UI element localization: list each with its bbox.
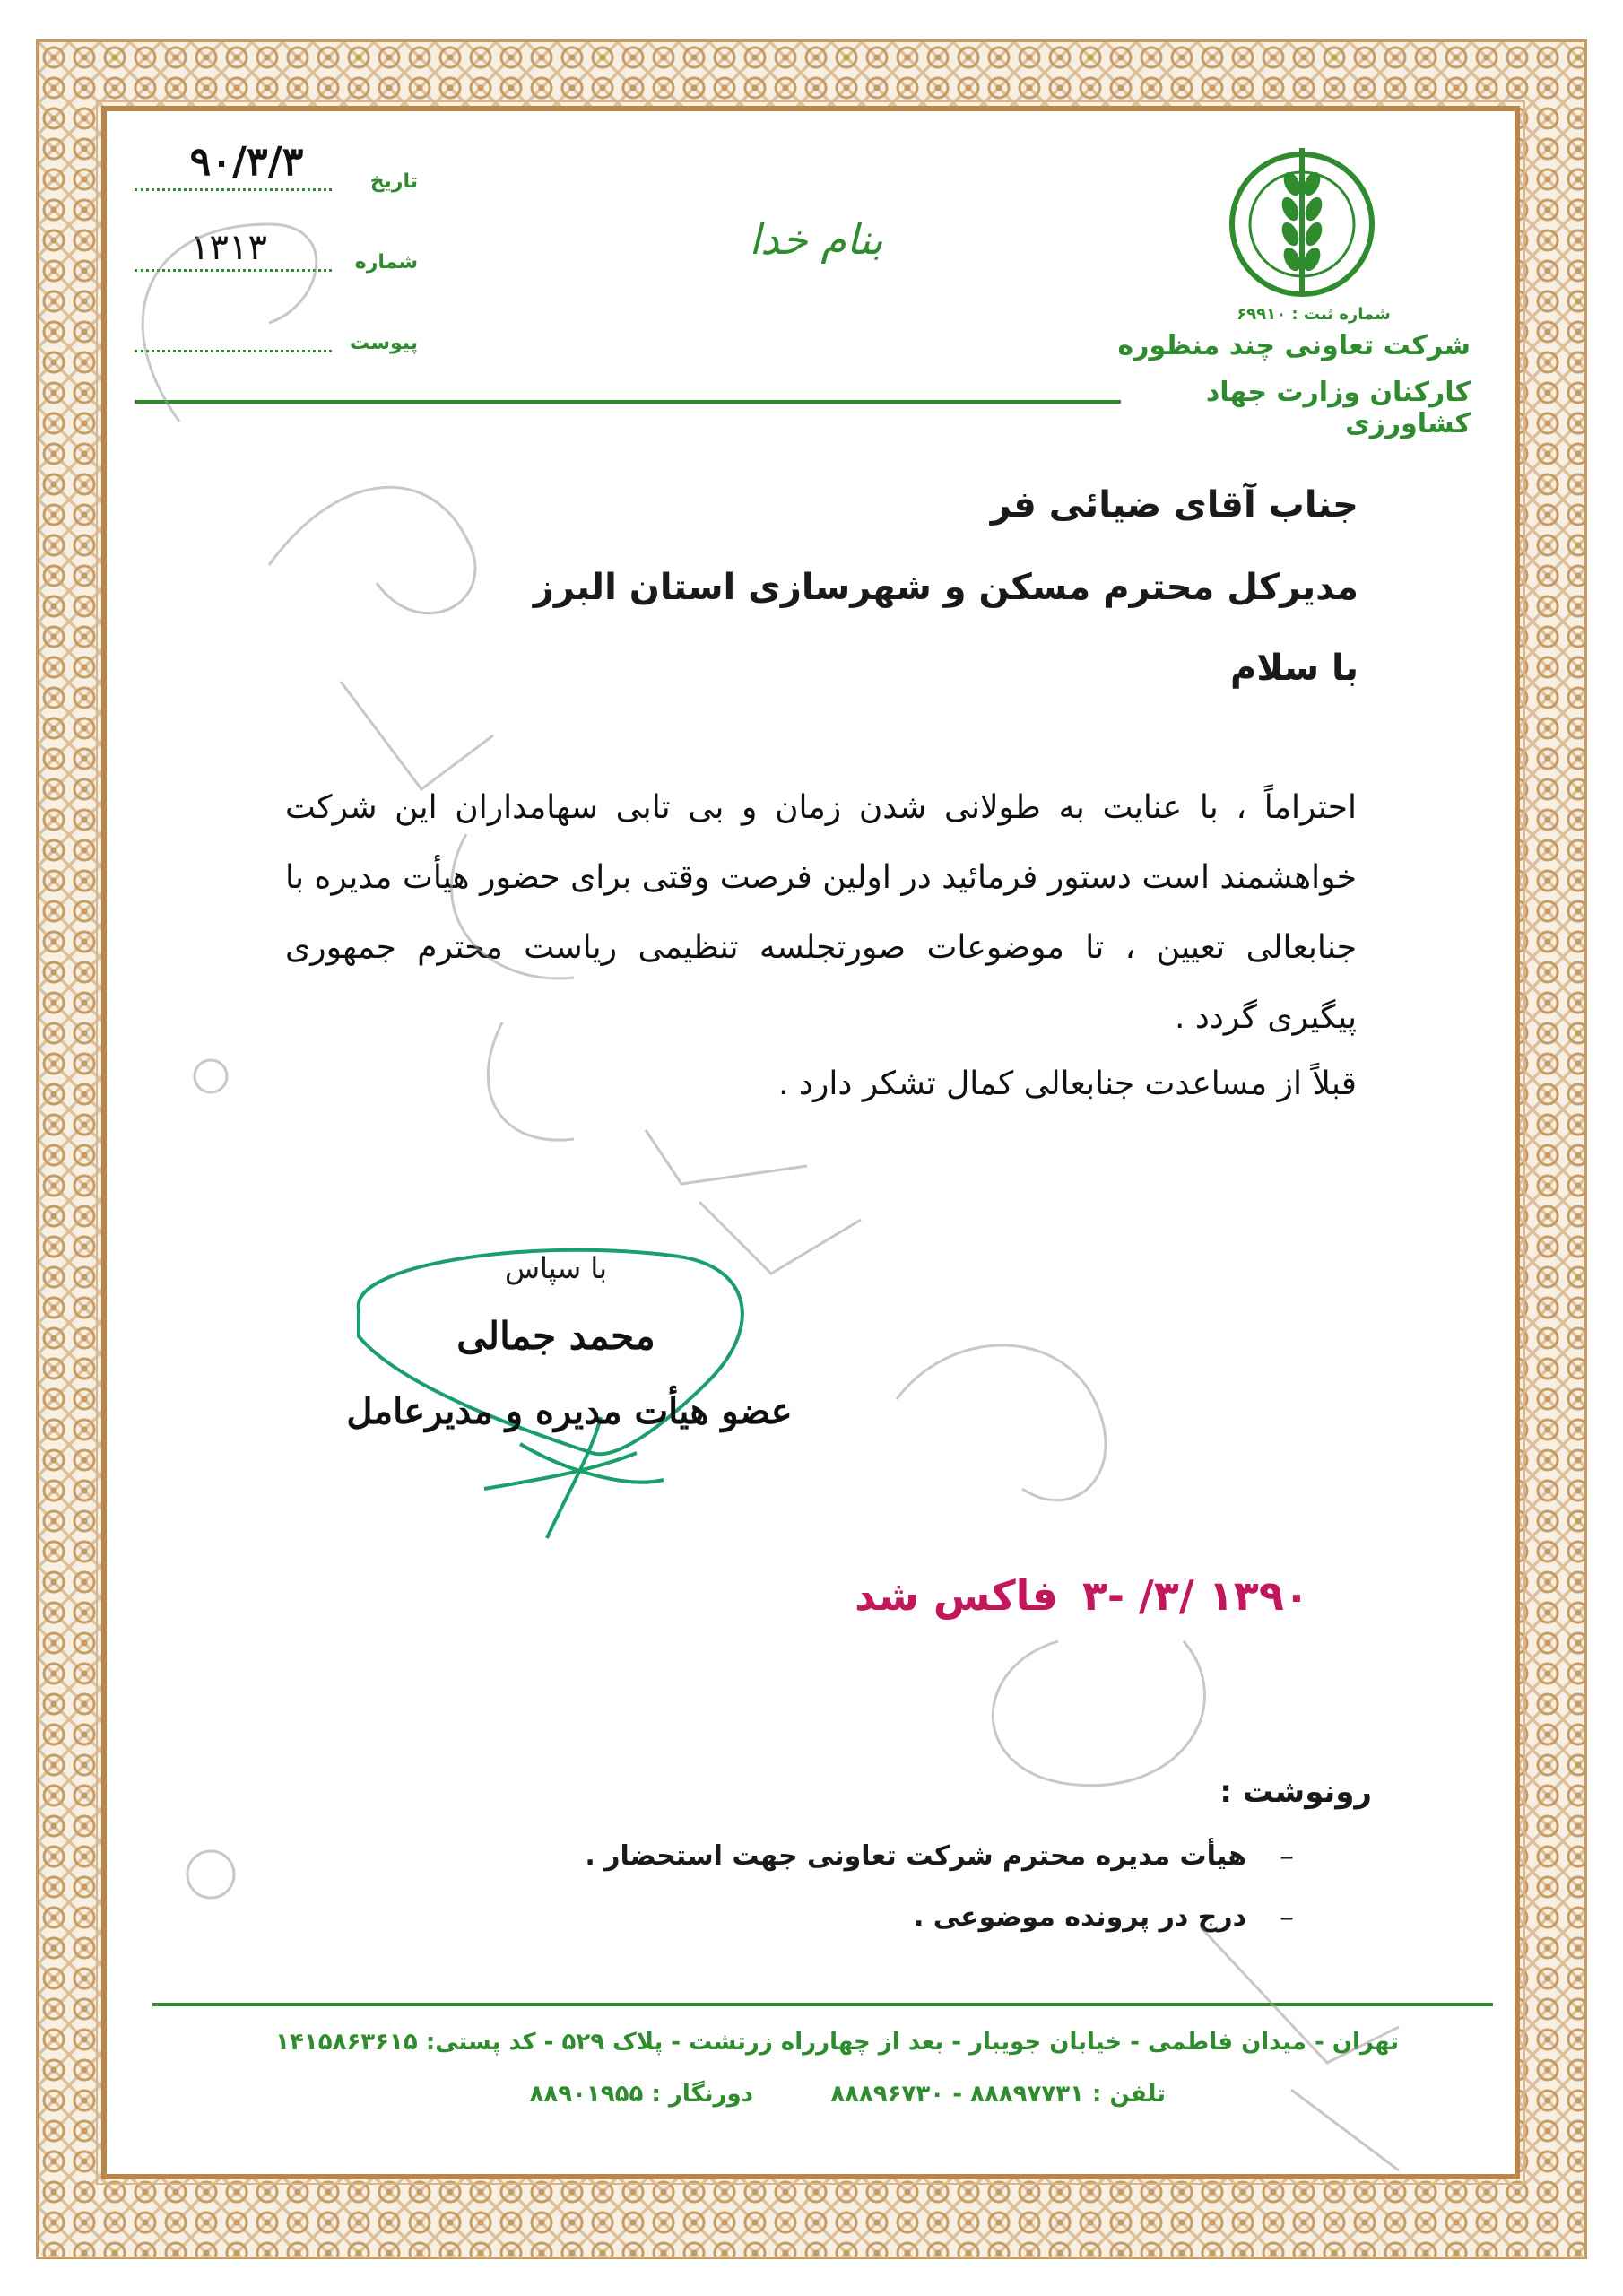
header-divider xyxy=(135,400,1121,404)
fax-stamp-text: فاکس شد xyxy=(855,1571,1058,1620)
cc-dash-2: – xyxy=(1280,1900,1294,1934)
cc-label: رونوشت : xyxy=(1219,1774,1372,1810)
date-value: ۹۰/۳/۳ xyxy=(189,139,304,185)
body-paragraph: احتراماً ، با عنایت به طولانی شدن زمان و بی تابی سهامداران این شرکت خواهشمند است دستور فرمائید در اولین فرصت وقتی برای حضور هیأت مدیره با جنابعالی تعیین ، تا موضوعات صورتجلسه تنظیمی ریاست محترم جمهوری پیگیری گردد . xyxy=(285,789,1357,1036)
cc-item-2: درج در پرونده موضوعی . xyxy=(913,1901,1246,1933)
signatory-title: عضو هیأت مدیره و مدیرعامل xyxy=(346,1390,793,1432)
date-dotted-line xyxy=(135,188,332,191)
footer-fax: دورنگار : ۸۸۹۰۱۹۵۵ xyxy=(529,2081,753,2108)
closing-line: قبلاً از مساعدت جنابعالی کمال تشکر دارد . xyxy=(778,1065,1357,1102)
footer-divider xyxy=(152,2003,1493,2006)
signature-thanks: با سپاس xyxy=(504,1251,608,1285)
footer-address: تهران - میدان فاطمی - خیابان جویبار - بعد از چهارراه زرتشت - پلاک ۵۲۹ - کد پستی: ۱۴۱۵۸۶۳۶۱۵ xyxy=(275,2029,1399,2056)
company-subtitle: کارکنان وزارت جهاد کشاورزی xyxy=(1205,377,1471,439)
signatory-name: محمد جمالی xyxy=(456,1314,655,1358)
attachment-dotted-line xyxy=(135,350,332,352)
recipient-title: مدیرکل محترم مسکن و شهرسازی استان البرز xyxy=(533,567,1358,608)
attachment-label: پیوست xyxy=(350,332,418,354)
cc-dash-1: – xyxy=(1280,1839,1294,1873)
date-label: تاریخ xyxy=(369,170,418,193)
company-name: شرکت تعاونی چند منظوره xyxy=(1117,330,1471,361)
number-label: شماره xyxy=(354,251,418,274)
number-dotted-line xyxy=(135,269,332,272)
greeting: با سلام xyxy=(1230,648,1358,689)
cc-item-1: هیأت مدیره محترم شرکت تعاونی جهت استحضار . xyxy=(585,1840,1246,1872)
basmala: بنام خدا xyxy=(749,215,883,264)
number-value: ۱۳۱۳ xyxy=(190,227,267,268)
company-logo xyxy=(1224,139,1381,309)
fax-stamp-date: ۳- /۳/ ۱۳۹۰ xyxy=(1081,1571,1309,1620)
registration-number: شماره ثبت : ۶۹۹۱۰ xyxy=(1237,305,1391,324)
recipient-name: جناب آقای ضیائی فر xyxy=(990,484,1358,526)
footer-phone: تلفن : ۸۸۸۹۷۷۳۱ - ۸۸۸۹۶۷۳۰ xyxy=(830,2081,1166,2108)
